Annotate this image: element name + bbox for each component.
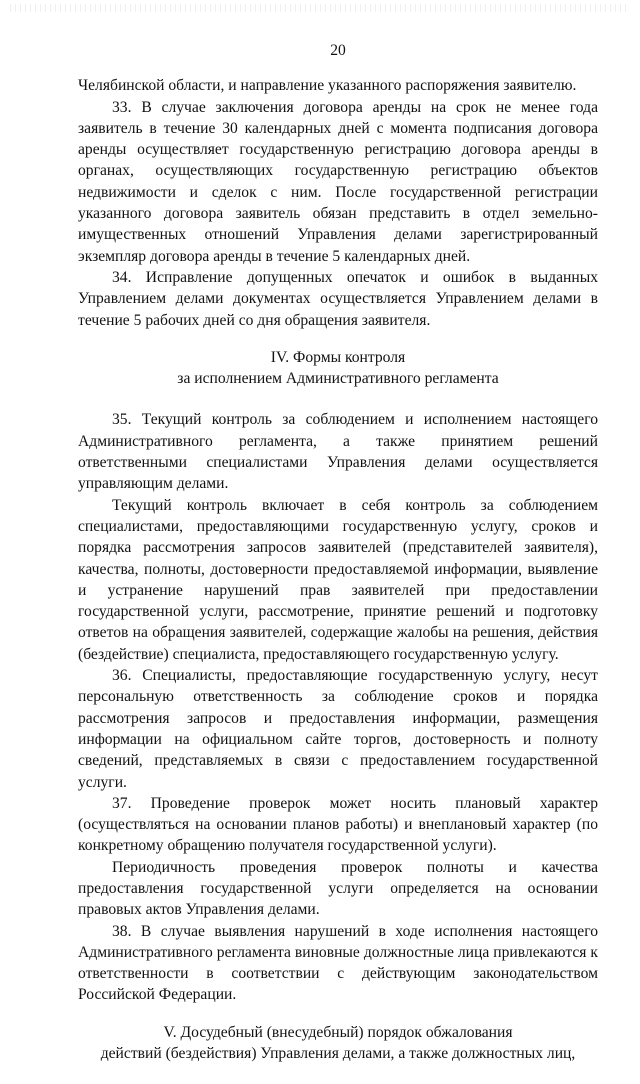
paragraph-34: 34. Исправление допущенных опечаток и ошибок в выданных Управлением делами документах осуществляется Управлением делами в течение 5 рабочих дней со дня обращения заявителя. xyxy=(78,268,598,329)
page-number: 20 xyxy=(330,42,346,59)
paragraph-current-control: Текущий контроль включает в себя контроль за соблюдением специалистами, предоставляющими государственную услугу, сроков и порядка рассмотрения запросов заявителей (представителей заявителя), качества, полноты, достоверности предоставляемой информации, выявление и устранение нарушений прав заявителей при предоставлении государственной услуги, рассмотрение, принятие решений и подготовку ответов на обращения заявителей, содержащие жалобы на решения, действия (бездействие) специалиста, предоставляющего государственную услугу. xyxy=(78,496,598,663)
section-heading-iv-line1: IV. Формы контроля xyxy=(270,348,406,366)
paragraph-33: 33. В случае заключения договора аренды на срок не менее года заявитель в течение 30 календарных дней с момента подписания договора аренды осуществляет государственную регистрацию договора аренды в органах, осуществляющих государственную регистрацию объектов недвижимости и сделок с ним. После государственной регистрации указанного договора заявитель обязан представить в отдел земельно-имущественных отношений Управления делами зарегистрированный экземпляр договора аренды в течение 5 календарных дней. xyxy=(78,98,598,265)
paragraph-continuation: Челябинской области, и направление указанного распоряжения заявителю. xyxy=(78,77,577,95)
section-heading-v-line2: действий (бездействия) Управления делами, а также должностных лиц, xyxy=(100,1045,576,1063)
section-heading-iv xyxy=(78,347,598,390)
scan-artifact xyxy=(10,4,630,12)
paragraph-35: 35. Текущий контроль за соблюдением и исполнением настоящего Административного регламента, а также принятием решений ответственными специалистами Управления делами осуществляется управляющим делами. xyxy=(78,411,598,493)
paragraph-periodicity: Периодичность проведения проверок полноты и качества предоставления государственной услуги определяется на основании правовых актов Управления делами. xyxy=(78,858,598,919)
section-heading-v xyxy=(78,1022,598,1065)
section-heading-iv-line2: за исполнением Административного регламента xyxy=(177,370,499,388)
document-page xyxy=(78,40,598,1084)
paragraph-37: 37. Проведение проверок может носить плановый характер (осуществляться на основании планов работы) и внеплановый характер (по конкретному обращению получателя государственной услуги). xyxy=(78,794,598,855)
paragraph-36: 36. Специалисты, предоставляющие государственную услугу, несут персональную ответственность за соблюдение сроков и порядка рассмотрения запросов и предоставления информации, размещения информации на официальном сайте торгов, достоверность и полноту сведений, представляемых в связи с предоставлением государственной услуги. xyxy=(78,667,598,791)
paragraph-38: 38. В случае выявления нарушений в ходе исполнения настоящего Административного регламента виновные должностные лица привлекаются к ответственности в соответствии с действующим законодательством Российской Федерации. xyxy=(78,922,598,1004)
section-heading-v-line1: V. Досудебный (внесудебный) порядок обжалования xyxy=(163,1023,513,1041)
